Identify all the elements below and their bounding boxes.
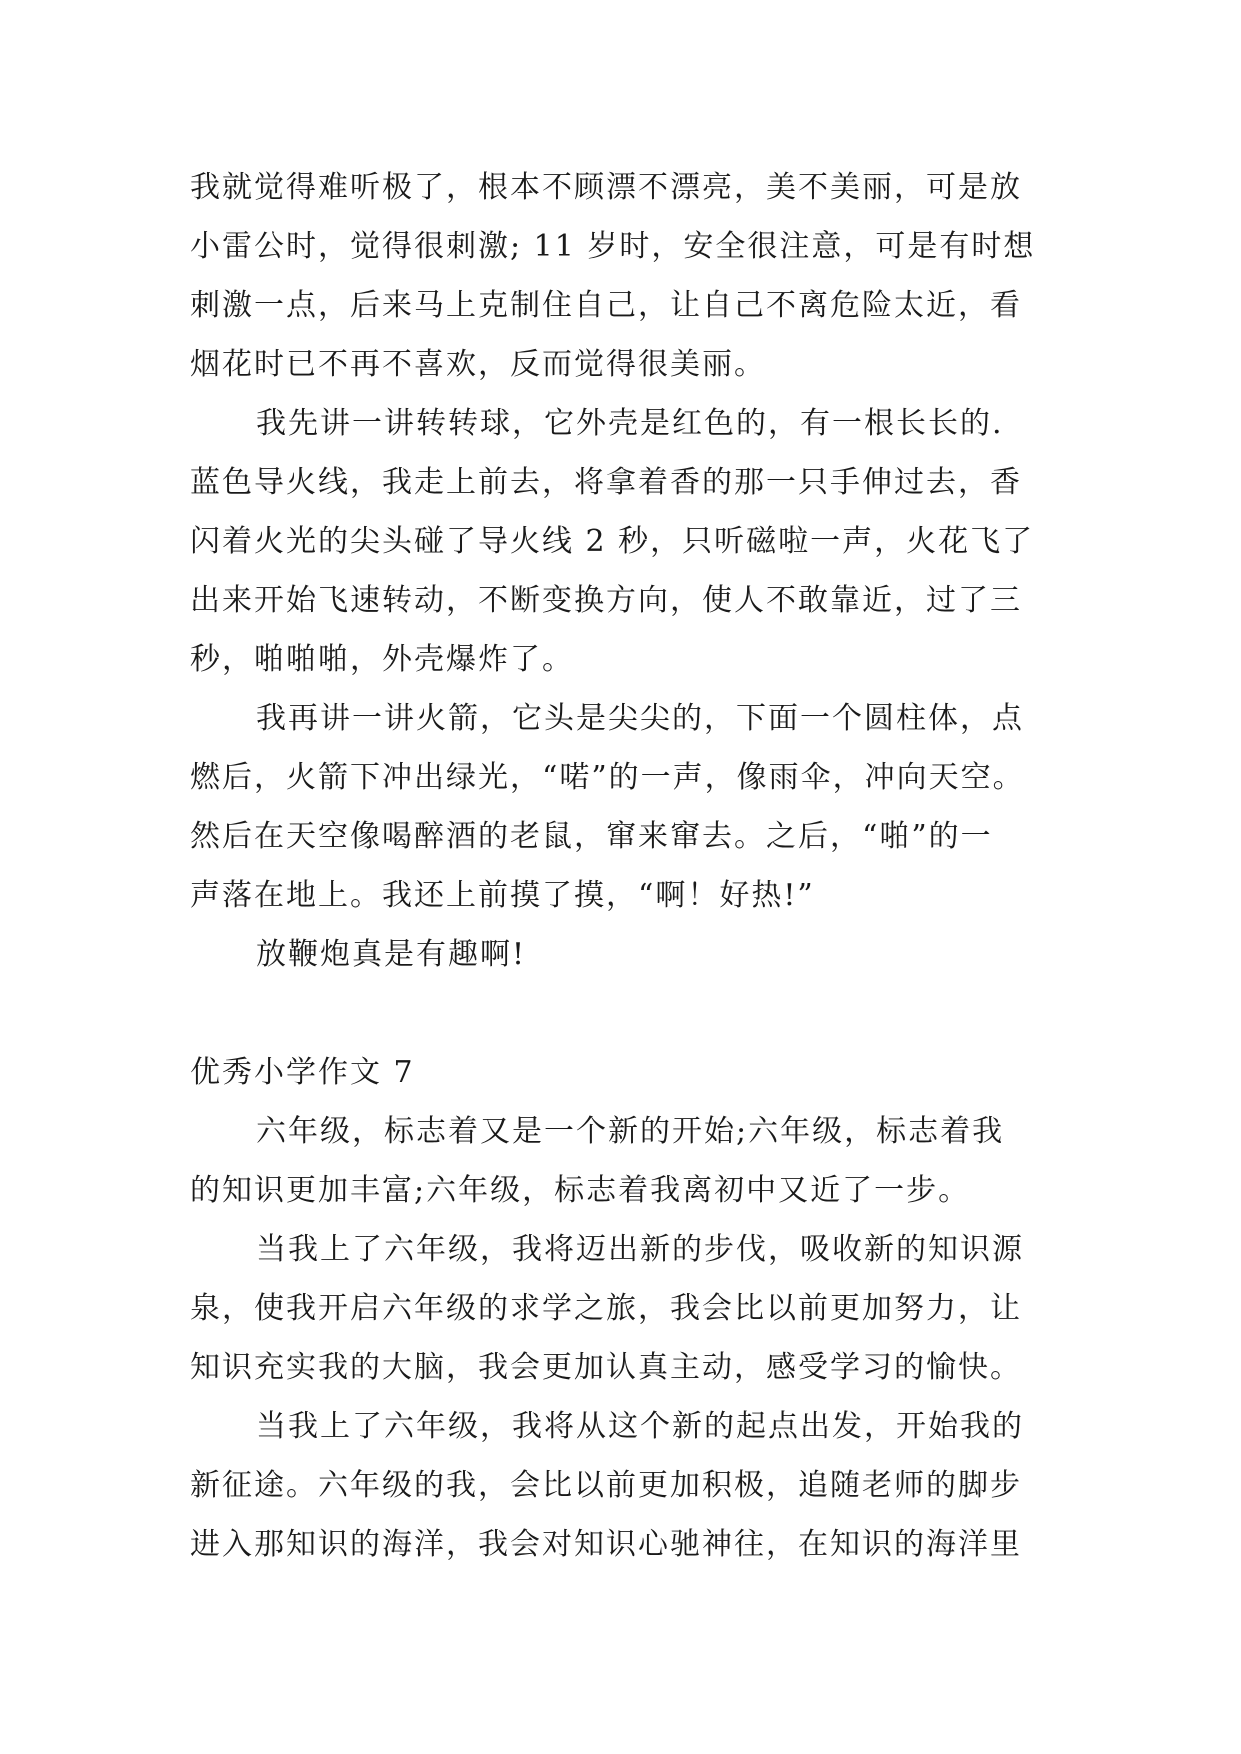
text-line: 放鞭炮真是有趣啊! bbox=[256, 937, 527, 972]
paragraph-new-journey bbox=[190, 1397, 1060, 1574]
paragraph-grade-six-intro bbox=[190, 1102, 1060, 1220]
blank-spacer bbox=[190, 984, 1060, 1043]
text-line: 我先讲一讲转转球，它外壳是红色的，有一根长长的. bbox=[256, 406, 1004, 441]
text-line: 刺激一点，后来马上克制住自己，让自己不离危险太近，看 bbox=[190, 288, 1022, 323]
text-line: 泉，使我开启六年级的求学之旅，我会比以前更加努力，让 bbox=[190, 1291, 1022, 1326]
paragraph-conclusion bbox=[190, 925, 1060, 984]
text-line: 秒，啪啪啪，外壳爆炸了。 bbox=[190, 642, 574, 677]
text-line: 进入那知识的海洋，我会对知识心驰神往，在知识的海洋里 bbox=[190, 1527, 1022, 1562]
paragraph-continuation bbox=[190, 158, 1060, 394]
text-line: 蓝色导火线，我走上前去，将拿着香的那一只手伸过去，香 bbox=[190, 465, 1022, 500]
text-line: 小雷公时，觉得很刺激; 11 岁时，安全很注意，可是有时想 bbox=[190, 229, 1036, 264]
text-line: 我再讲一讲火箭，它头是尖尖的，下面一个圆柱体，点 bbox=[256, 701, 1024, 736]
text-line: 当我上了六年级，我将从这个新的起点出发，开始我的 bbox=[256, 1409, 1024, 1444]
text-line: 当我上了六年级，我将迈出新的步伐，吸收新的知识源 bbox=[256, 1232, 1024, 1267]
text-line: 六年级，标志着又是一个新的开始;六年级，标志着我 bbox=[256, 1114, 1005, 1149]
text-line: 我就觉得难听极了，根本不顾漂不漂亮，美不美丽，可是放 bbox=[190, 170, 1022, 205]
text-line: 声落在地上。我还上前摸了摸，“啊！好热!” bbox=[190, 878, 815, 913]
paragraph-rocket bbox=[190, 689, 1060, 925]
text-line: 燃后，火箭下冲出绿光，“喏”的一声，像雨伞，冲向天空。 bbox=[190, 760, 1025, 795]
essay-title: 优秀小学作文 7 bbox=[190, 1055, 415, 1090]
text-line: 出来开始飞速转动，不断变换方向，使人不敢靠近，过了三 bbox=[190, 583, 1022, 618]
text-line: 的知识更加丰富;六年级，标志着我离初中又近了一步。 bbox=[190, 1173, 971, 1208]
text-line: 新征途。六年级的我，会比以前更加积极，追随老师的脚步 bbox=[190, 1468, 1022, 1503]
text-line: 然后在天空像喝醉酒的老鼠，窜来窜去。之后，“啪”的一 bbox=[190, 819, 993, 854]
paragraph-new-steps bbox=[190, 1220, 1060, 1397]
text-line: 闪着火光的尖头碰了导火线 2 秒，只听磁啦一声，火花飞了 bbox=[190, 524, 1035, 559]
text-line: 知识充实我的大脑，我会更加认真主动，感受学习的愉快。 bbox=[190, 1350, 1022, 1385]
paragraph-spinning-ball bbox=[190, 394, 1060, 689]
text-line: 烟花时已不再不喜欢，反而觉得很美丽。 bbox=[190, 347, 766, 382]
document-page bbox=[190, 158, 1060, 1574]
